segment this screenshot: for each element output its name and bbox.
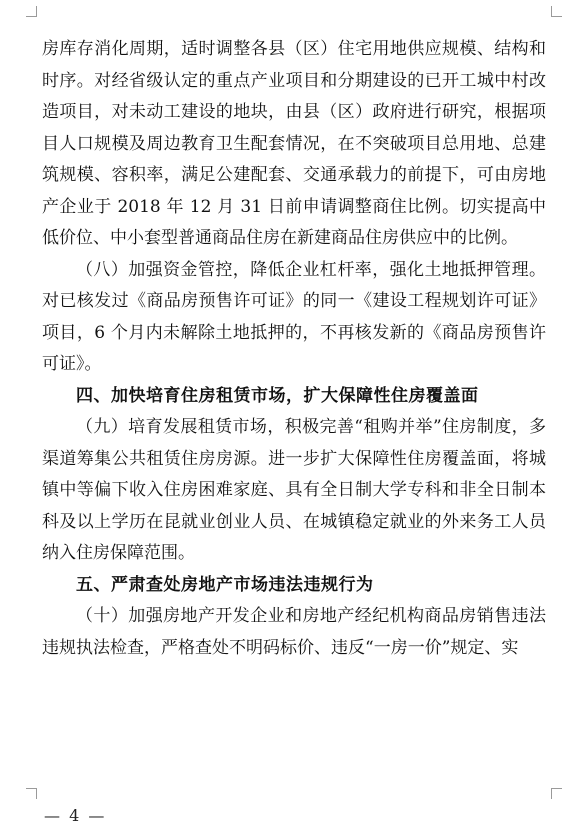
crop-mark-bottom-left [26,788,37,799]
section-heading-4: 四、加快培育住房租赁市场，扩大保障性住房覆盖面 [76,385,479,406]
crop-mark-top-left [26,6,37,17]
crop-mark-bottom-right [551,788,562,799]
document-body [42,34,546,664]
paragraph-continued-text: 房库存消化周期，适时调整各县（区）住宅用地供应规模、结构和时序。对经省级认定的重点产业项目和分期建设的已开工城中村改造项目，对未动工建设的地块，由县（区）政府进行研究，根据项目人口规模及周边教育卫生配套情况，在不突破项目总用地、总建筑规模、容积率，满足公建配套、交通承载力的前提下，可由房地产企业于 2018 年 12 月 31 日前申请调整商住比例。切实提高中低价位、中小套型普通商品住房在新建商品住房供应中的比例。 [42,39,546,248]
paragraph-item-8: （八）加强资金管控，降低企业杠杆率，强化土地抵押管理。对已核发过《商品房预售许可证》的同一《建设工程规划许可证》项目，6 个月内未解除土地抵押的，不再核发新的《商品房预售许可证》。 [42,259,546,374]
paragraph-item-10: （十）加强房地产开发企业和房地产经纪机构商品房销售违法违规执法检查，严格查处不明码标价、违反“一房一价”规定、实 [42,606,546,658]
paragraph-item-9: （九）培育发展租赁市场，积极完善“租购并举”住房制度，多渠道筹集公共租赁住房房源。进一步扩大保障性住房覆盖面，将城镇中等偏下收入住房困难家庭、具有全日制大学专科和非全日制本科及以上学历在昆就业创业人员、在城镇稳定就业的外来务工人员纳入住房保障范围。 [42,417,546,563]
crop-mark-top-right [551,6,562,17]
section-heading-5: 五、严肃查处房地产市场违法违规行为 [76,574,374,595]
page-number: — 4 — [44,806,107,825]
